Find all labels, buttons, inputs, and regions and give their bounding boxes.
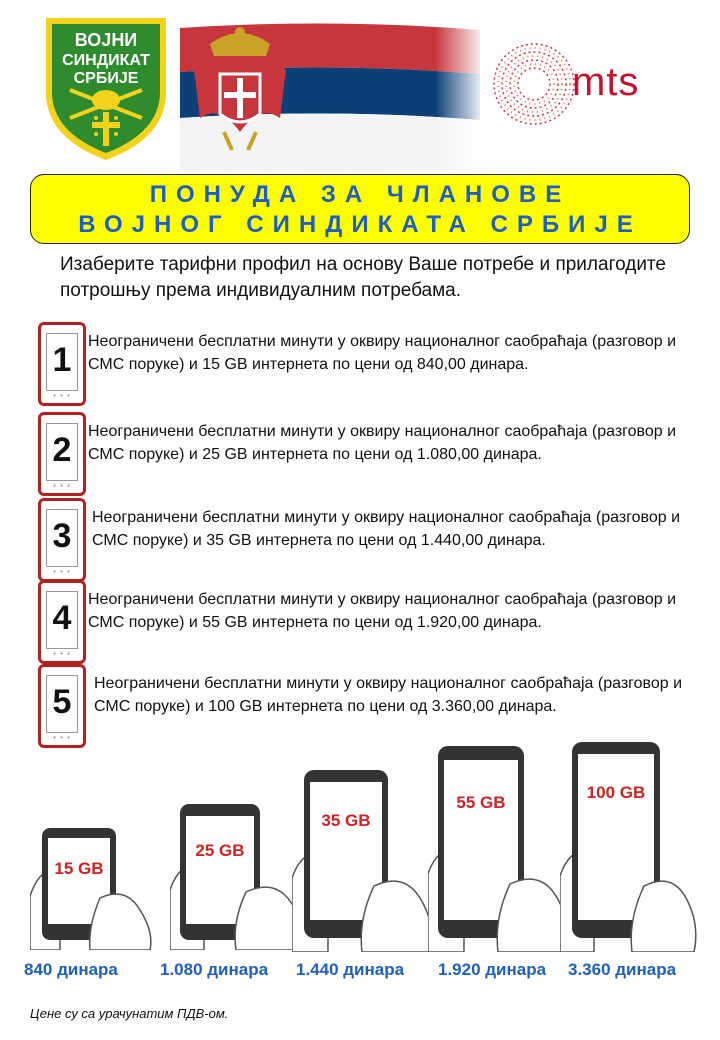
union-shield-logo <box>42 14 170 164</box>
serbian-flag-image <box>180 22 480 170</box>
banner-title-line-2: ВОЈНОГ СИНДИКАТА СРБИЈЕ <box>78 211 642 238</box>
package-data-label: 100 GB <box>586 783 646 802</box>
hand-phone-15gb-icon <box>30 826 160 950</box>
hand-phone-25gb-icon <box>170 800 310 950</box>
package-data-label: 35 GB <box>321 811 371 830</box>
mts-logo-text: mts <box>572 60 640 104</box>
hand-phone-100gb-icon <box>560 740 700 952</box>
vat-footnote: Цене су са урачунатим ПДВ-ом. <box>30 1006 229 1021</box>
package-price-3: 1.440 динара <box>296 960 405 979</box>
offer-number: 4 <box>52 599 72 637</box>
phone-number-icon: 5 • • • <box>38 664 86 748</box>
intro-text: Изаберите тарифни профил на основу Ваше потребе и прилагодите потрошњу према индивидуалним потребама. <box>60 254 666 301</box>
offer-item-3 <box>38 498 698 584</box>
offer-description: Неограничени бесплатни минути у оквиру националног саобраћаја (разговор и СМС поруке) и 100 GB интернета по цени од 3.360,00 динара. <box>94 675 683 715</box>
package-price-5: 3.360 динара <box>568 960 677 979</box>
phone-number-icon: 2 • • • <box>38 412 86 496</box>
offer-item-5 <box>38 664 698 750</box>
offer-description: Неограничени бесплатни минути у оквиру националног саобраћаја (разговор и СМС поруке) и 55 GB интернета по цени од 1.920,00 динара. <box>88 591 677 631</box>
package-price-4: 1.920 динара <box>438 960 547 979</box>
phone-number-icon: 4 • • • <box>38 580 86 664</box>
union-logo-line-3: СРБИЈЕ <box>73 70 139 87</box>
offer-description: Неограничени бесплатни минути у оквиру националног саобраћаја (разговор и СМС поруке) и 25 GB интернета по цени од 1.080,00 динара. <box>88 423 677 463</box>
offer-item-2 <box>38 412 698 498</box>
offer-number: 5 <box>52 683 72 721</box>
union-logo-line-1: ВОЈНИ <box>74 30 138 50</box>
package-data-label: 25 GB <box>195 841 245 860</box>
banner-title-line-1: ПОНУДА ЗА ЧЛАНОВЕ <box>149 181 571 208</box>
offer-number: 1 <box>52 341 72 379</box>
package-data-label: 55 GB <box>456 793 506 812</box>
offer-description: Неограничени бесплатни минути у оквиру националног саобраћаја (разговор и СМС поруке) и 15 GB интернета по цени од 840,00 динара. <box>88 333 677 373</box>
package-price-1: 840 динара <box>24 960 118 979</box>
hand-phone-35gb-icon <box>292 768 438 952</box>
offer-number: 2 <box>52 431 72 469</box>
offer-description: Неограничени бесплатни минути у оквиру националног саобраћаја (разговор и СМС поруке) и 35 GB интернета по цени од 1.440,00 динара. <box>92 509 681 549</box>
union-logo-line-2: СИНДИКАТ <box>62 52 150 69</box>
package-data-label: 15 GB <box>54 859 104 878</box>
phone-number-icon: 1 • • • <box>38 322 86 406</box>
package-price-2: 1.080 динара <box>160 960 269 979</box>
offer-item-1 <box>38 322 698 408</box>
offer-number: 3 <box>52 517 72 555</box>
phone-number-icon: 3 • • • <box>38 498 86 582</box>
hand-phone-55gb-icon <box>428 744 574 952</box>
title-banner <box>30 174 690 244</box>
offer-item-4 <box>38 580 698 666</box>
